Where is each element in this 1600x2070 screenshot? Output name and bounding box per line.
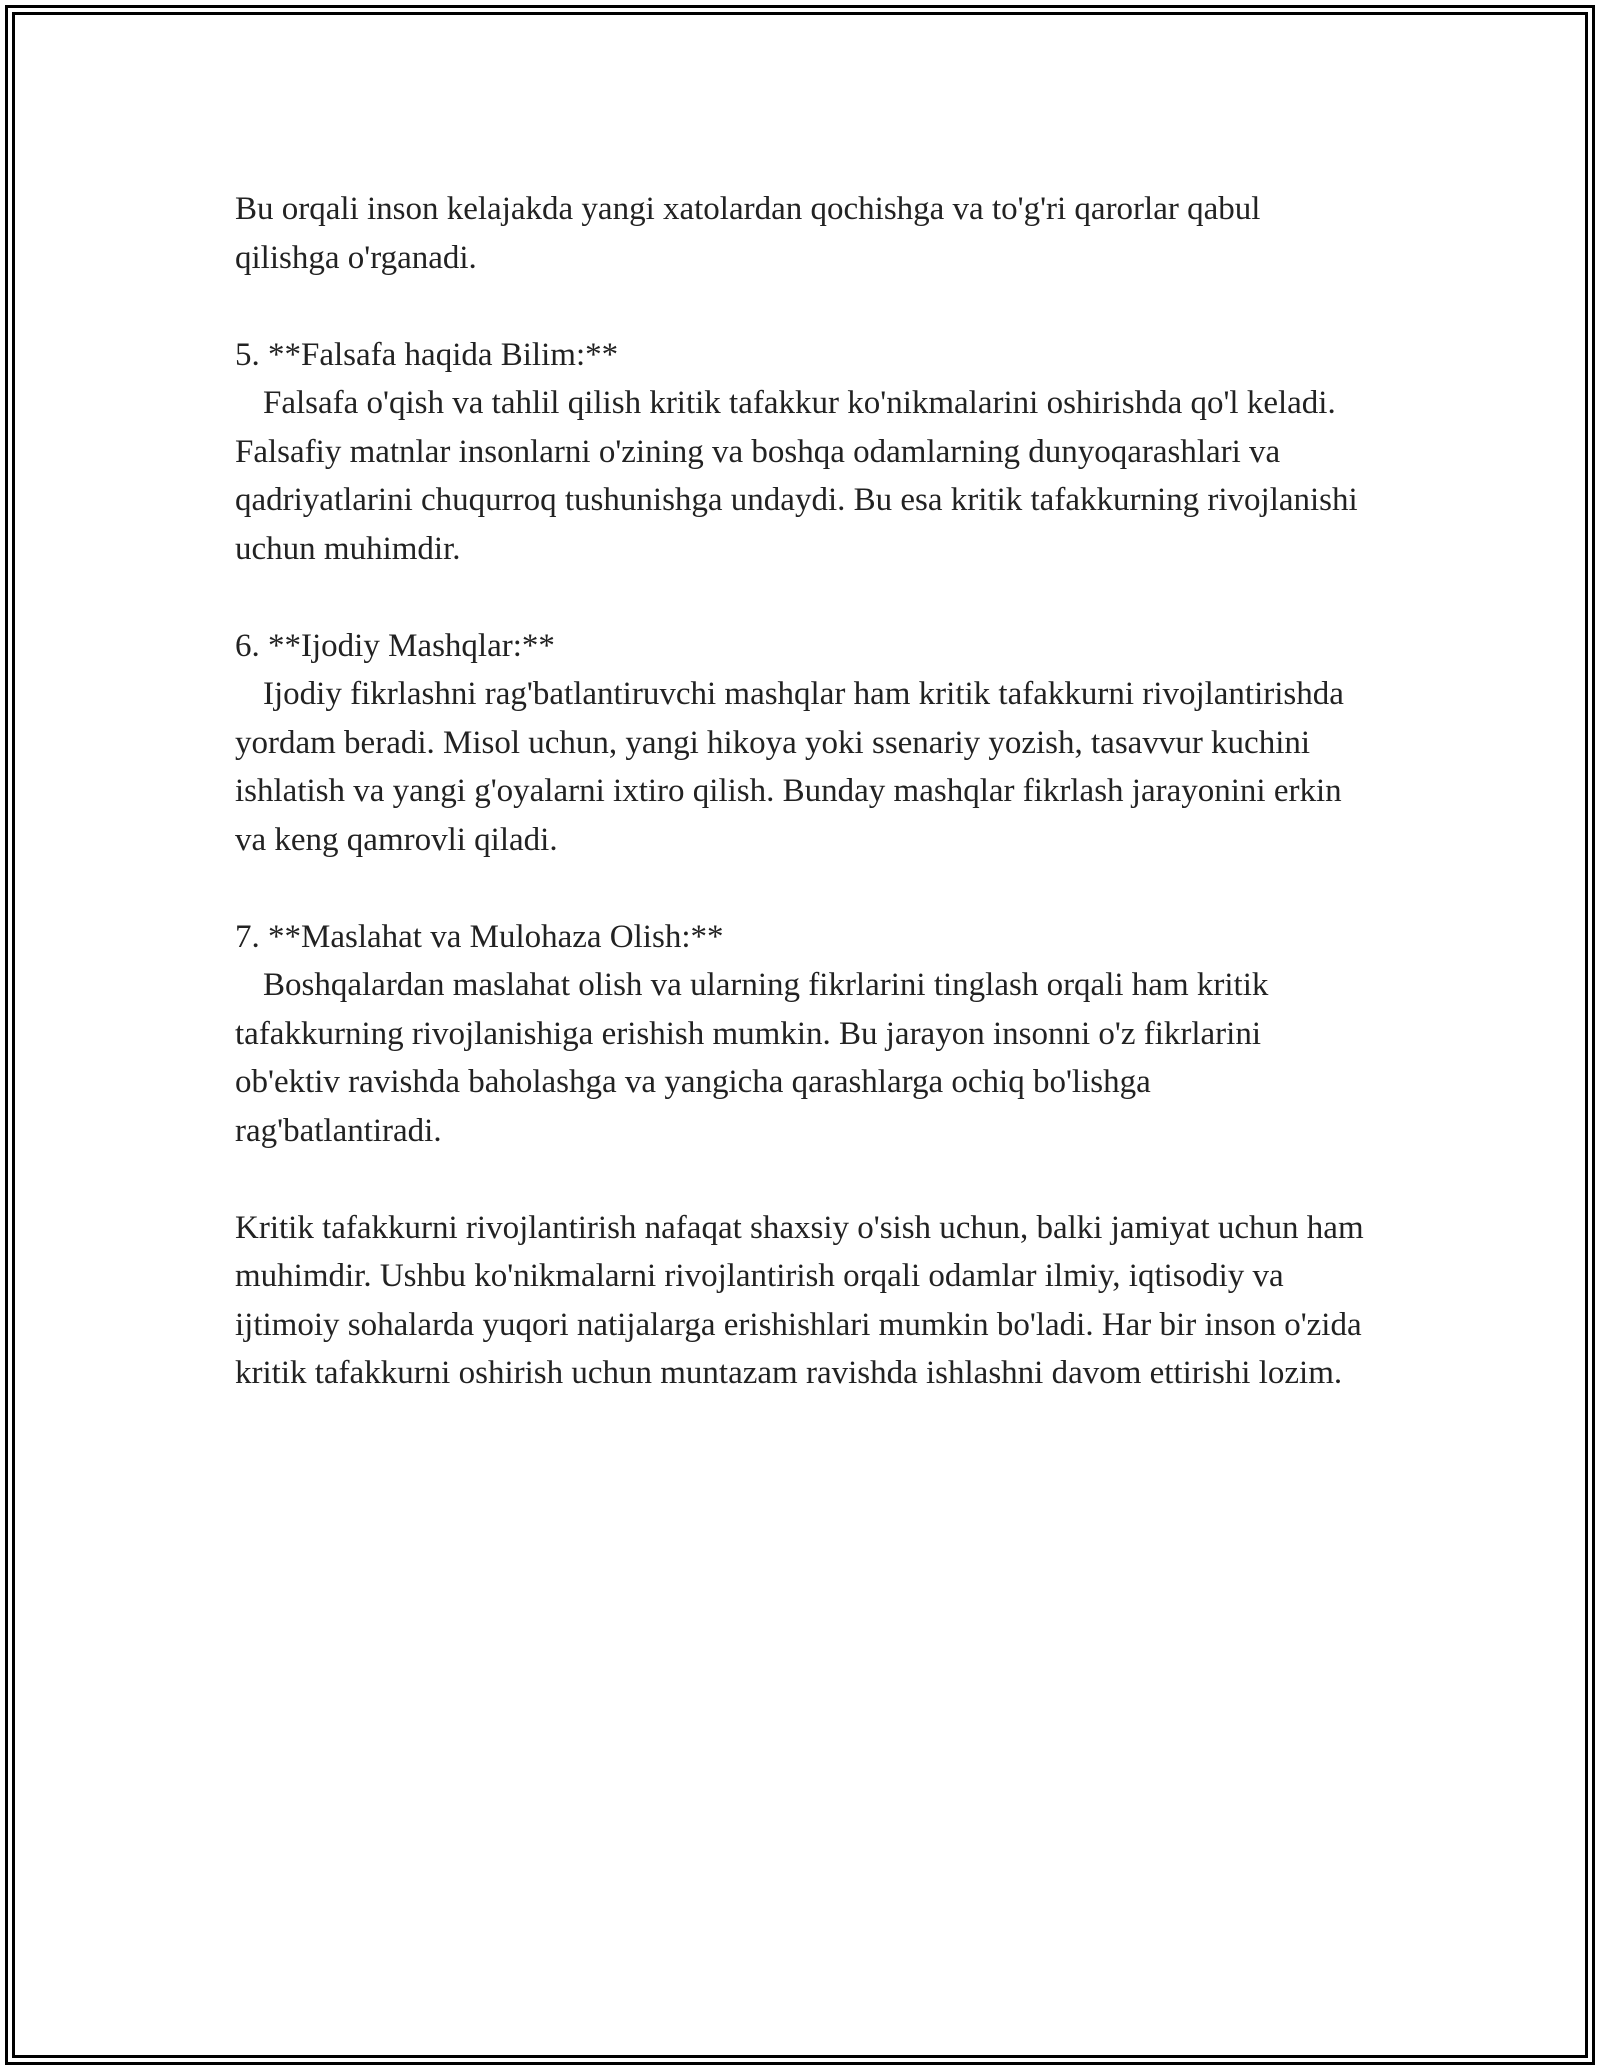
section-7-heading: 7. **Maslahat va Mulohaza Olish:** <box>235 918 724 955</box>
section-6-body: Ijodiy fikrlashni rag'batlantiruvchi mashqlar ham kritik tafakkurni rivojlantirishda yordam beradi. Misol uchun, yangi hikoya yoki ssenariy yozish, tasavvur kuchini ishlatish va yangi g'oyalarni ixtiro qilish. Bunday mashqlar fikrlash jarayonini erkin va keng qamrovli qiladi. <box>235 676 1344 858</box>
section-5 <box>235 331 1365 574</box>
section-5-body: Falsafa o'qish va tahlil qilish kritik tafakkur ko'nikmalarini oshirishda qo'l keladi. Falsafiy matnlar insonlarni o'zining va boshqa odamlarning dunyoqarashlari va qadriyatlarini chuqurroq tushunishga undaydi. Bu esa kritik tafakkurning rivojlanishi uchun muhimdir. <box>235 385 1358 567</box>
intro-paragraph: Bu orqali inson kelajakda yangi xatolardan qochishga va to'g'ri qarorlar qabul qilishga o'rganadi. <box>235 191 1261 276</box>
conclusion-paragraph: Kritik tafakkurni rivojlantirish nafaqat shaxsiy o'sish uchun, balki jamiyat uchun ham muhimdir. Ushbu ko'nikmalarni rivojlantirish orqali odamlar ilmiy, iqtisodiy va ijtimoiy sohalarda yuqori natijalarga erishishlari mumkin bo'ladi. Har bir inson o'zida kritik tafakkurni oshirish uchun muntazam ravishda ishlashni davom ettirishi lozim. <box>235 1209 1364 1391</box>
document-body <box>235 185 1365 1398</box>
section-7-body: Boshqalardan maslahat olish va ularning fikrlarini tinglash orqali ham kritik tafakkurning rivojlanishiga erishish mumkin. Bu jarayon insonni o'z fikrlarini ob'ektiv ravishda baholashga va yangicha qarashlarga ochiq bo'lishga rag'batlantiradi. <box>235 967 1269 1149</box>
section-6-heading: 6. **Ijodiy Mashqlar:** <box>235 627 555 664</box>
section-6 <box>235 622 1365 865</box>
section-7 <box>235 913 1365 1156</box>
section-5-heading: 5. **Falsafa haqida Bilim:** <box>235 336 619 373</box>
